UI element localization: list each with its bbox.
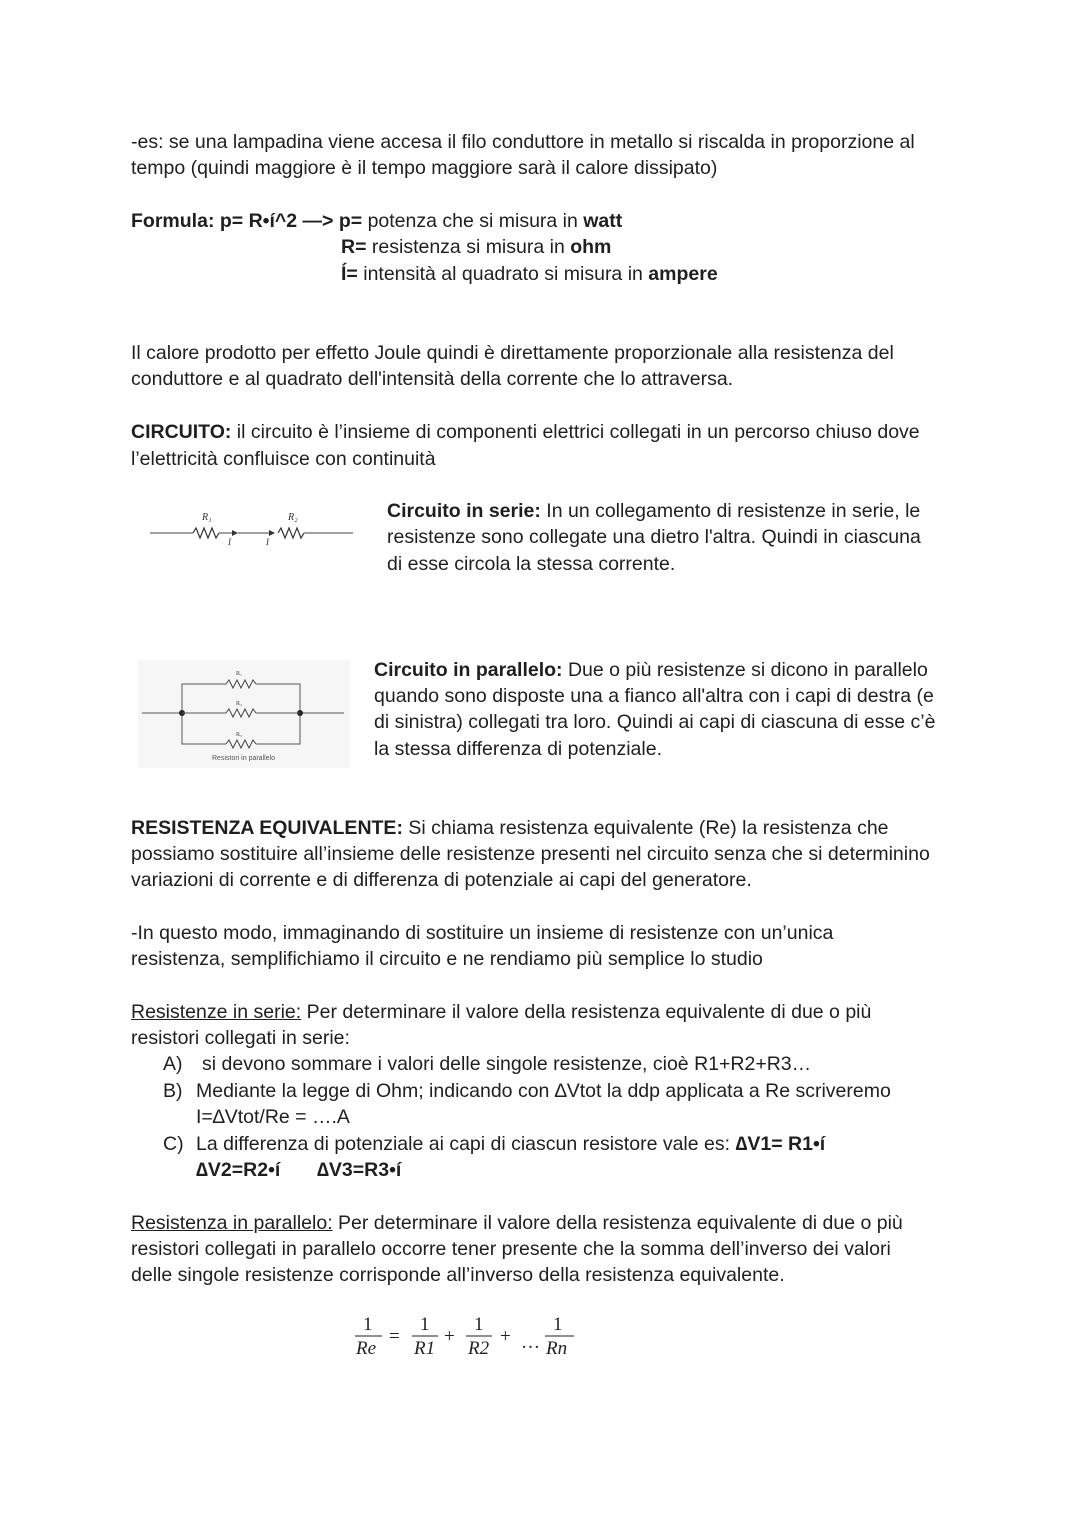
intro-line-2: tempo (quindi maggiore è il tempo maggiore sarà il calore dissipato) (131, 157, 718, 179)
parallelo-line-4: la stessa differenza di potenziale. (374, 738, 662, 760)
equivalente-text: Si chiama resistenza equivalente (Re) la resistenza che (402, 817, 889, 839)
res-serie-title: Resistenze in serie: (131, 1001, 302, 1023)
res-parallelo-title: Resistenza in parallelo: (131, 1212, 333, 1234)
list-item-c-marker: C) (163, 1133, 184, 1155)
formula-r-line (341, 234, 611, 260)
formula-plus-1: + (444, 1326, 455, 1347)
list-item-b-text-2: I=∆Vtot/Re = ….A (196, 1106, 350, 1128)
formula-p-description: potenza che si misura in (362, 210, 584, 232)
series-arrow-1 (232, 530, 238, 536)
series-label-i1: I (228, 537, 231, 545)
equivalente-title: RESISTENZA EQUIVALENTE: (131, 817, 403, 839)
circuito-text: il circuito è l’insieme di componenti elettrici collegati in un percorso chiuso dove (231, 421, 920, 443)
joule-line-1: Il calore prodotto per effetto Joule quindi è direttamente proporzionale alla resistenza del (131, 342, 894, 364)
circuito-line-2: l’elettricità confluisce con continuità (131, 448, 436, 470)
res-parallelo-line-1 (131, 1210, 903, 1236)
equivalente-note-2: resistenza, semplifichiamo il circuito e ne rendiamo più semplice lo studio (131, 948, 763, 970)
formula-r-unit: ohm (570, 236, 612, 258)
serie-title: Circuito in serie: (387, 500, 541, 522)
formula-den-r2: R2 (468, 1338, 490, 1359)
list-item-a-marker: A) (163, 1053, 183, 1075)
series-arrow-2 (269, 530, 275, 536)
list-item-b-text: Mediante la legge di Ohm; indicando con ∆Vtot la ddp applicata a Re scriveremo (196, 1080, 891, 1102)
res-serie-text: Per determinare il valore della resistenza equivalente di due o più (301, 1001, 872, 1023)
serie-text: In un collegamento di resistenze in serie, le (540, 500, 921, 522)
res-parallelo-line-2: resistori collegati in parallelo occorre tener presente che la somma dell’inverso dei valori (131, 1238, 891, 1260)
equivalente-line-3: variazioni di corrente e di differenza di potenziale ai capi del generatore. (131, 869, 752, 891)
parallel-circuit-figure (138, 660, 350, 768)
circuito-line-1 (131, 419, 920, 445)
list-item-a-text: si devono sommare i valori delle singole resistenze, cioè R1+R2+R3… (202, 1053, 812, 1075)
serie-line-1 (387, 498, 920, 524)
series-resistor-r1 (193, 528, 219, 538)
series-label-r2: R₂ (288, 512, 298, 523)
parallel-caption: Resistori in parallelo (212, 755, 276, 762)
formula-i-symbol: Í= (341, 263, 358, 285)
series-circuit-figure (148, 505, 358, 545)
formula-den-rn: Rn (546, 1338, 568, 1359)
series-resistor-r2 (278, 528, 304, 538)
res-parallelo-text: Per determinare il valore della resistenza equivalente di due o più (332, 1212, 903, 1234)
equivalente-note-1: -In questo modo, immaginando di sostituire un insieme di resistenze con un’unica (131, 922, 834, 944)
formula-num-re: 1 (363, 1314, 373, 1335)
equivalente-line-2: possiamo sostituire all’insieme delle resistenze presenti nel circuito senza che si determinino (131, 843, 930, 865)
series-label-i2: I (266, 537, 269, 545)
parallelo-line-2: quando sono disposte una a fianco all'altra con i capi di destra (e (374, 685, 934, 707)
serie-line-2: resistenze sono collegate una dietro l'altra. Quindi in ciascuna (387, 526, 921, 548)
intro-line-1: -es: se una lampadina viene accesa il filo conduttore in metallo si riscalda in proporzione al (131, 131, 915, 153)
serie-line-3: di esse circola la stessa corrente. (387, 553, 676, 575)
formula-equals: = (389, 1326, 400, 1347)
res-serie-line-1 (131, 999, 871, 1025)
formula-i-description: intensità al quadrato si misura in (357, 263, 649, 285)
formula-den-r1: R1 (414, 1338, 436, 1359)
formula-num-r1: 1 (420, 1314, 430, 1335)
formula-dv1: ∆V1= R1•í (735, 1133, 826, 1155)
list-item-c-text (196, 1131, 825, 1157)
formula-den-re: Re (356, 1338, 377, 1359)
formula-p-unit: watt (583, 210, 623, 232)
res-parallelo-line-3: delle singole resistenze corrisponde all’inverso della resistenza equivalente. (131, 1264, 785, 1286)
circuito-title: CIRCUITO: (131, 421, 232, 443)
parallel-label-r2: R₂ (236, 701, 243, 707)
formula-num-rn: 1 (553, 1314, 563, 1335)
parallelo-text: Due o più resistenze si dicono in parallelo (562, 659, 928, 681)
formula-label: Formula (131, 210, 208, 232)
formula-dv3: ∆V3=R3•í (317, 1159, 402, 1181)
parallelo-title: Circuito in parallelo: (374, 659, 563, 681)
formula-dv2: ∆V2=R2•í (196, 1159, 281, 1181)
formula-r-description: resistenza si misura in (366, 236, 571, 258)
parallel-resistance-formula (350, 1312, 590, 1362)
parallel-label-r3: R₃ (236, 732, 243, 738)
formula-expression: : p= R•í^2 —> p= (207, 210, 363, 232)
res-serie-line-2: resistori collegati in serie: (131, 1027, 350, 1049)
formula-num-r2: 1 (474, 1314, 484, 1335)
series-label-r1: R₁ (202, 512, 212, 523)
list-item-c-description: La differenza di potenziale ai capi di ciascun resistore vale es: (196, 1133, 736, 1155)
formula-line (131, 208, 622, 234)
parallelo-line-1 (374, 657, 928, 683)
parallel-label-r1: R₁ (236, 671, 243, 677)
list-item-b-marker: B) (163, 1080, 183, 1102)
equivalente-line-1 (131, 815, 889, 841)
joule-line-2: conduttore e al quadrato dell'intensità della corrente che lo attraversa. (131, 368, 734, 390)
formula-i-line (341, 261, 718, 287)
formula-i-unit: ampere (648, 263, 718, 285)
formula-plus-2: + (500, 1326, 511, 1347)
formula-ellipsis: … (521, 1332, 540, 1353)
formula-r-symbol: R= (341, 236, 367, 258)
parallelo-line-3: di sinistra) collegati tra loro. Quindi ai capi di ciascuna di esse c’è (374, 711, 936, 733)
